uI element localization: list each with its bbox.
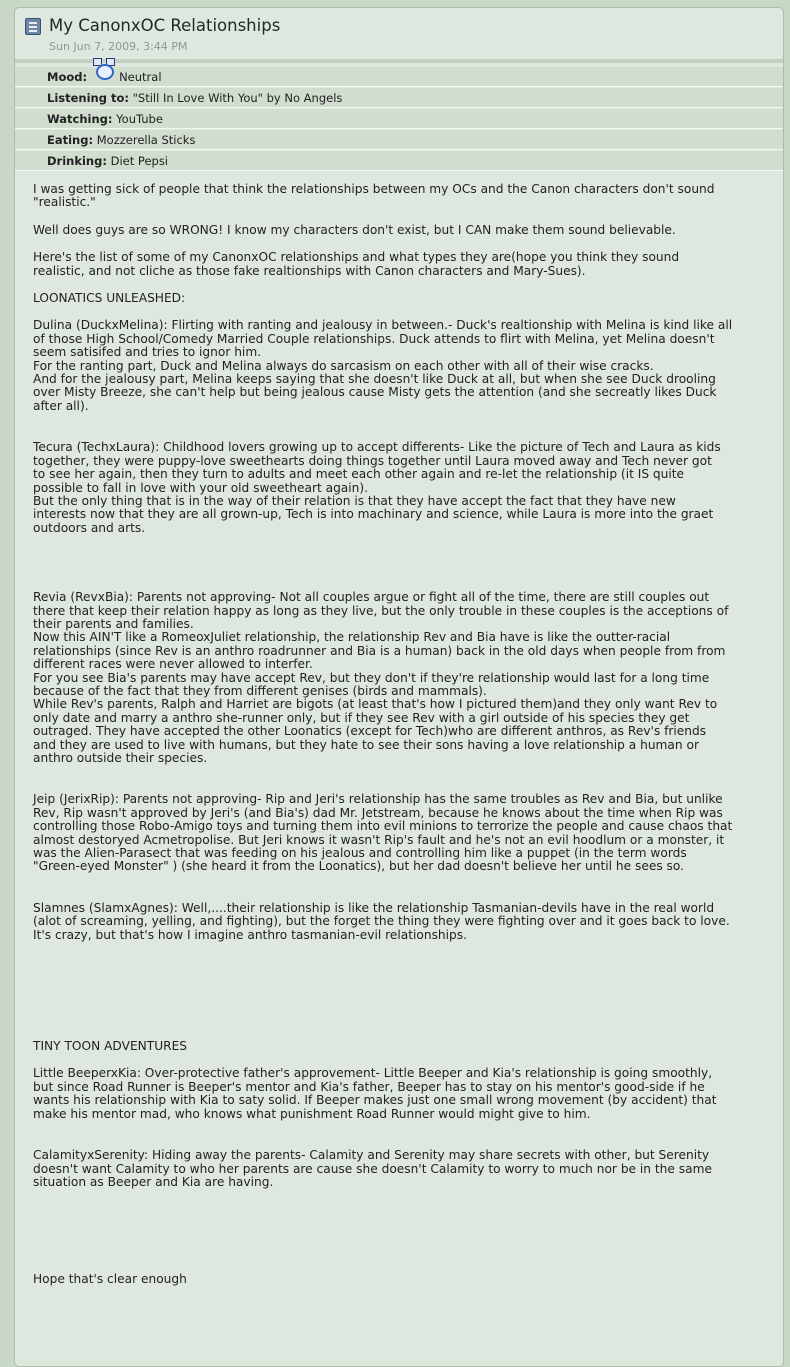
body-paragraph: Here's the list of some of my CanonxOC relationships and what types they are(hope you think they sound realistic, and not cliche as those fake realtionships with Canon characters and Mary-Sues). <box>33 250 680 278</box>
listening-row <box>15 88 783 108</box>
drinking-row <box>15 151 783 171</box>
neutral-mood-icon <box>93 58 115 78</box>
section-heading: LOONATICS UNLEASHED: <box>33 291 186 306</box>
body-paragraph: Dulina (DuckxMelina): Flirting with ranting and jealousy in between.- Duck's realtionship with Melina is kind like all of those High School/Comedy Married Couple relationships. Duck attends to flirt with Melina, yet Melina doesn't seem satisifed and tries to ignor him. For the ranting part, Duck and Melina always do sarcasism on each other with all of their wise cracks. And for the jealousy part, Melina keeps saying that she doesn't like Duck at all, but when she see Duck drooling over Misty Breeze, she can't help but being jealous cause Misty gets the attention (and she secreatly likes Duck after all). <box>33 318 733 413</box>
listening-label: Listening to: <box>47 91 129 105</box>
eating-row <box>15 130 783 150</box>
entry-body <box>33 183 758 1287</box>
entry-title[interactable]: My CanonxOC Relationships <box>49 16 281 35</box>
eating-label: Eating: <box>47 133 94 147</box>
listening-value: "Still In Love With You" by No Angels <box>132 91 343 105</box>
journal-entry-icon <box>25 18 41 35</box>
mood-value: Neutral <box>119 70 162 84</box>
watching-value: YouTube <box>116 112 163 126</box>
header-divider <box>15 59 783 63</box>
mood-row <box>15 67 783 87</box>
mood-label: Mood: <box>47 70 88 84</box>
watching-row <box>15 109 783 129</box>
body-paragraph: Tecura (TechxLaura): Childhood lovers growing up to accept differents- Like the picture of Tech and Laura as kids together, they were puppy-love sweethearts doing things together until Laura moved away and Tech never got to see her again, then they turn to adults and meet each other again and re-let the relationship (it IS quite possible to fall in love with your old sweetheart again). But the only thing that is in the way of their relation is that they have accept the fact that they have new interests now that they are all grown-up, Tech is into machinary and science, while Laura is more into the graet outdoors and arts. <box>33 440 721 535</box>
body-paragraph: Well does guys are so WRONG! I know my characters don't exist, but I CAN make them sound believable. <box>33 222 676 237</box>
watching-label: Watching: <box>47 112 113 126</box>
body-paragraph: Jeip (JerixRip): Parents not approving- Rip and Jeri's relationship has the same troubles as Rev and Bia, but unlike Rev, Rip wasn't approved by Jeri's (and Bia's) dad Mr. Jetstream, because he knows about the time when Rip was controlling those Robo-Amigo toys and turning them into evil minions to terrorize the people and cause chaos that almost destoryed Acmetropolise. But Jeri knows it wasn't Rip's fault and he's not an evil hoodlum or a monster, it was the Alien-Parasect that was feeding on his jealous and controlling him like a puppet (in the term words "Green-eyed Monster" ) (she heard it from the Loonatics), but her dad doesn't believe her until he sees so. <box>33 792 733 874</box>
body-paragraph: I was getting sick of people that think the relationships between my OCs and the Canon characters don't sound "realistic." <box>33 182 715 210</box>
section-heading: TINY TOON ADVENTURES <box>33 1039 188 1054</box>
eating-value: Mozzerella Sticks <box>96 133 196 147</box>
body-paragraph: Revia (RevxBia): Parents not approving- Not all couples argue or fight all of the time, there are still couples out there that keep their relation happy as long as they live, but the only trouble in these couples is the acceptions of their parents and families. Now this AIN'T like a RomeoxJuliet relationship, the relationship Rev and Bia have is like the outter-racial relationships (since Rev is an anthro roadrunner and Bia is a human) back in the old days when people from from different races were never allowed to interfer. For you see Bia's parents may have accept Rev, but they don't if they're relationship would last for a long time because of the fact that they from different genises (birds and mammals). While Rev's parents, Ralph and Harriet are bigots (at least that's how I pictured them)and they only want Rev to only date and marry a anthro she-runner only, but if they see Rev with a girl outside of his species they get outraged. They have accepted the other Loonatics (except for Tech)who are different anthros, as Rev's friends and they are used to live with humans, but they hate to see their sons having a love relationship a human or anthro outside their species. <box>33 590 729 765</box>
body-paragraph: Little BeeperxKia: Over-protective father's approvement- Little Beeper and Kia's relationship is going smoothly, but since Road Runner is Beeper's mentor and Kia's father, Beeper has to stay on his mentor's good-side if he wants his relationship with Kia to saty solid. If Beeper makes just one small wrong movement (by accident) that make his mentor mad, who knows what punishment Road Runner would might give to him. <box>33 1066 717 1121</box>
drinking-value: Diet Pepsi <box>110 154 169 168</box>
entry-date: Sun Jun 7, 2009, 3:44 PM <box>49 40 188 53</box>
body-paragraph: CalamityxSerenity: Hiding away the parents- Calamity and Serenity may share secrets with other, but Serenity doesn't want Calamity to who her parents are cause she doesn't Calamity to worry to much nor be in the same situation as Beeper and Kia are having. <box>33 1148 712 1189</box>
body-paragraph: Slamnes (SlamxAgnes): Well,....their relationship is like the relationship Tasmanian-devils have in the real world (alot of screaming, yelling, and fighting), but the forget the thing they were fighting over and it goes back to love. It's crazy, but that's how I imagine anthro tasmanian-evil relationships. <box>33 900 730 942</box>
body-paragraph: Hope that's clear enough <box>33 1272 187 1287</box>
drinking-label: Drinking: <box>47 154 107 168</box>
